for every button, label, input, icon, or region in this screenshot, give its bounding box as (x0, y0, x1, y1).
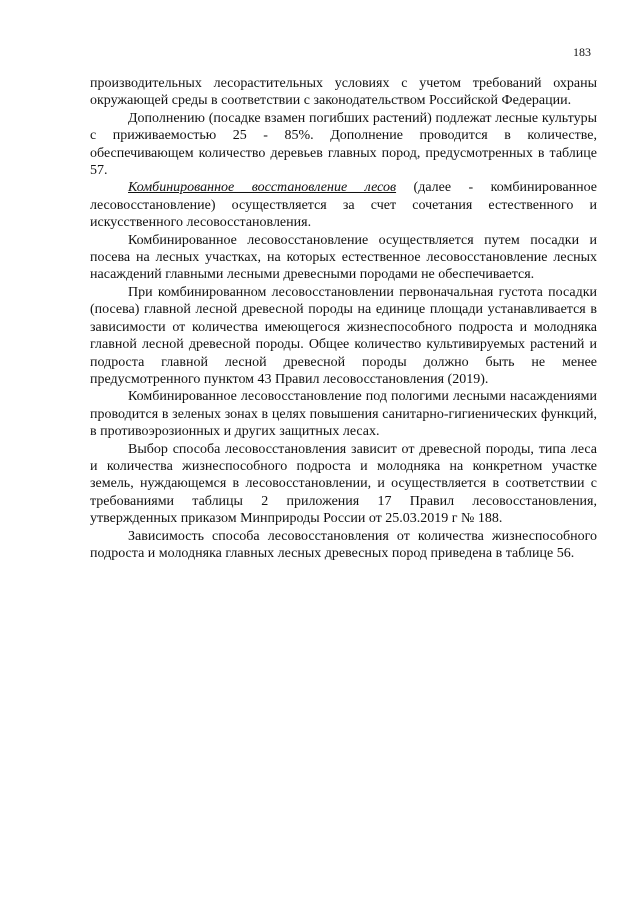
document-body (90, 75, 597, 562)
paragraph-continuation: производительных лесорастительных условиях с учетом требований охраны окружающей среды в соответствии с законодательством Российской Федерации. (90, 76, 597, 109)
paragraph-method-choice: Выбор способа лесовосстановления зависит от древесной породы, типа леса и количества жизнеспособного подроста и молодняка на конкретном участке земель, нуждающемся в лесовосстановлении, и осуществляется в соответствии с требованиями таблицы 2 приложения 17 Правил лесовосстановления, утвержденных приказом Минприроды России от 25.03.2019 г № 188. (90, 441, 597, 527)
paragraph-supplement: Дополнению (посадке взамен погибших растений) подлежат лесные культуры с приживаемостью 25 - 85%. Дополнение проводится в количестве, обеспечивающем количество деревьев главных пород, предусмотренных в таблице 57. (90, 110, 597, 179)
page-number: 183 (573, 45, 591, 59)
definition-text: (далее - комбинированное лесовосстановление) осуществляется за счет сочетания естественного и искусственного лесовосстановления. (90, 180, 597, 231)
paragraph-initial-density: При комбинированном лесовосстановлении первоначальная густота посадки (посева) главной лесной древесной породы на единице площади устанавливается в зависимости от количества имеющегося жизнеспособного подроста и молодняка главной лесной древесной породы. Общее количество культивируемых растений и подроста главной лесной древесной породы должно быть не менее предусмотренного пунктом 43 Правил лесовосстановления (2019). (90, 284, 597, 387)
paragraph-combined-definition (90, 179, 597, 231)
paragraph-under-canopy: Комбинированное лесовосстановление под пологими лесными насаждениями проводится в зеленых зонах в целях повышения санитарно-гигиенических функций, в противоэрозионных и других защитных лесах. (90, 389, 597, 440)
defined-term: Комбинированное восстановление лесов (128, 180, 397, 196)
paragraph-combined-method: Комбинированное лесовосстановление осуществляется путем посадки и посева на лесных участках, на которых естественное лесовосстановление лесных насаждений главными лесными древесными породами не обеспечивается. (90, 232, 597, 283)
paragraph-table-reference: Зависимость способа лесовосстановления от количества жизнеспособного подроста и молодняка главных лесных древесных пород приведена в таблице 56. (90, 528, 597, 561)
